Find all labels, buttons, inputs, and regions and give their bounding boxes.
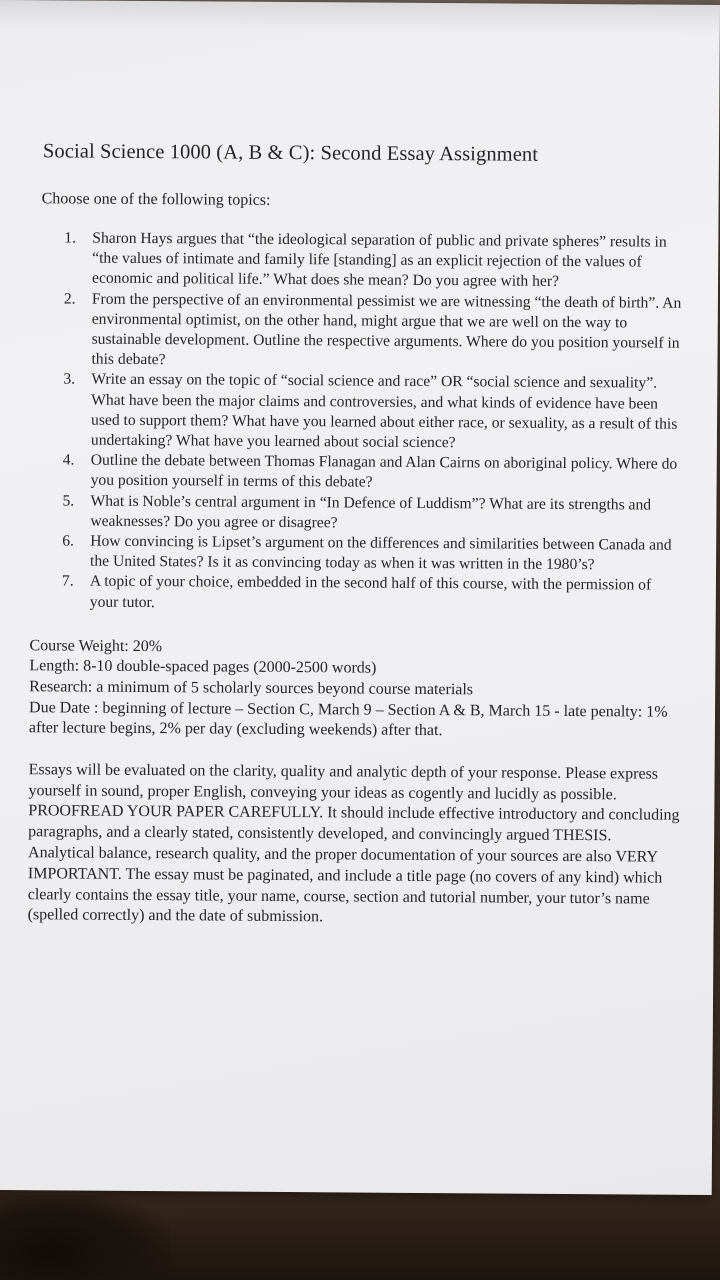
assignment-document <box>28 140 685 931</box>
topic-item <box>30 491 682 536</box>
topics-list <box>30 228 685 616</box>
topic-item <box>31 289 684 374</box>
topics-intro: Choose one of the following topics: <box>41 190 271 209</box>
floor-background <box>0 1185 720 1280</box>
topic-number: 6. <box>62 532 74 550</box>
shoe-shadow <box>0 1195 170 1280</box>
topic-text: Sharon Hays argues that “the ideological separation of public and private spheres” results in “the values of intimate and family life [standing] as an explicit rejection of the values of economic and political life.” What does she mean? Do you agree with her? <box>91 229 667 291</box>
topic-text: Outline the debate between Thomas Flanagan and Alan Cairns on aboriginal policy. Where do you position yourself in terms of this debate? <box>90 451 678 492</box>
topic-item <box>30 531 682 576</box>
assignment-details <box>29 636 682 744</box>
evaluation-paragraph: Essays will be evaluated on the clarity, quality and analytic depth of your response. Please express yourself in sound, proper English, conveying your ideas as cogently and lucidly as possible. PROOFREAD YOUR PAPER CAREFULLY. It should include effective introductory and concluding paragraphs, and a clearly stated, consistently developed, and convincingly argued THESIS. Analytical balance, research quality, and the proper documentation of your sources are also VERY IMPORTANT. The essay must be paginated, and include a title page (no covers of any kind) which clearly contains the essay title, your name, course, section and tutorial number, your tutor’s name (spelled correctly) and the date of submission. <box>27 761 680 926</box>
document-title: Social Science 1000 (A, B & C): Second Essay Assignment <box>42 140 539 166</box>
topic-text: A topic of your choice, embedded in the second half of this course, with the permission of your tutor. <box>89 573 652 611</box>
topic-text: Write an essay on the topic of “social science and race” OR “social science and sexuality”. What have been the major claims and controversies, and what kinds of evidence have been used to support them? What have you learned about either race, or sexuality, as a result of this undertaking? What have you learned about social science? <box>90 371 678 452</box>
topic-item <box>30 572 682 617</box>
topic-text: From the perspective of an environmental pessimist we are witnessing “the death of birth”. An environmental optimist, on the other hand, might argue that we are well on the way to sustainable development. Outline the respective arguments. Where do you position yourself in this debate? <box>91 290 682 369</box>
topic-item <box>32 228 684 293</box>
topic-number: 4. <box>62 451 75 469</box>
topic-text: What is Noble’s central argument in “In Defence of Luddism”? What are its strengths and weaknesses? Do you agree or disagree? <box>90 492 652 532</box>
topic-text: How convincing is Lipset’s argument on the differences and similarities between Canada and the United States? Is it as convincing today as when it was written in the 1980’s? <box>90 532 672 574</box>
topic-number: 3. <box>63 370 76 388</box>
research-requirement: Research: a minimum of 5 scholarly sources beyond course materials <box>29 678 474 699</box>
topic-item <box>31 370 684 455</box>
topic-number: 2. <box>63 290 76 308</box>
topic-number: 5. <box>62 492 75 510</box>
course-weight: Course Weight: 20% <box>29 637 163 656</box>
due-date: Due Date : beginning of lecture – Section C, March 9 – Section A & B, March 15 - late penalty: 1% after lecture begins, 2% per day (excluding weekends) after that. <box>28 698 668 740</box>
topic-number: 1. <box>64 229 77 247</box>
topic-number: 7. <box>61 572 74 590</box>
topic-item <box>31 450 683 495</box>
essay-length: Length: 8-10 double-spaced pages (2000-2500 words) <box>29 657 377 678</box>
